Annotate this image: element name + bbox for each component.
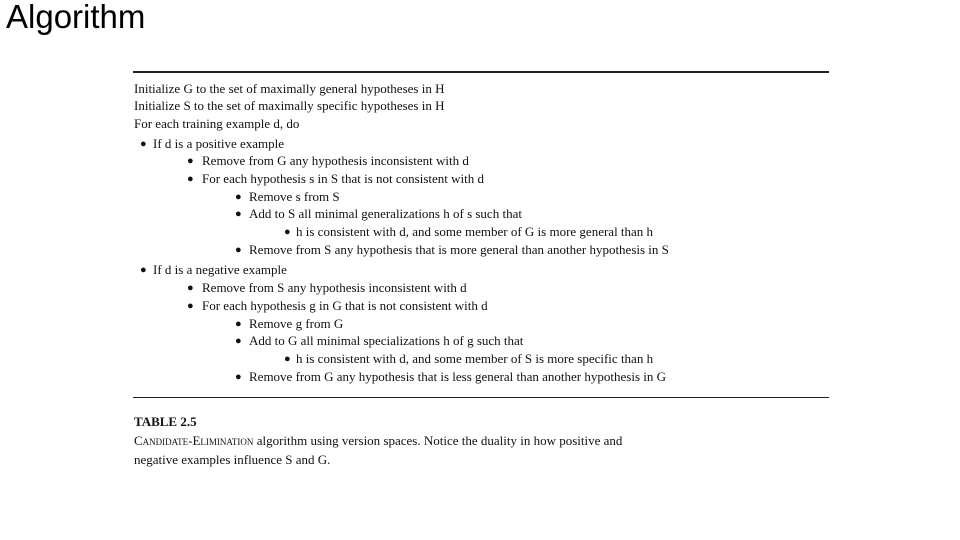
bottom-rule: [133, 397, 829, 398]
caption-text: algorithm using version spaces. Notice the duality in how positive and: [253, 433, 623, 448]
bullet-icon: ●: [235, 244, 242, 256]
bullet-icon: ●: [187, 173, 194, 185]
algorithm-line: For each hypothesis g in G that is not consistent with d: [202, 298, 488, 313]
algorithm-line: Remove from S any hypothesis inconsistent with d: [202, 280, 467, 295]
algorithm-line: Remove from S any hypothesis that is more general than another hypothesis in S: [249, 242, 669, 257]
algorithm-line: h is consistent with d, and some member of S is more specific than h: [296, 351, 654, 366]
top-rule: [133, 71, 829, 73]
algorithm-line: Remove s from S: [249, 189, 340, 204]
bullet-icon: ●: [140, 138, 147, 150]
algorithm-line: For each hypothesis s in S that is not consistent with d: [202, 171, 485, 186]
bullet-icon: ●: [284, 226, 291, 238]
caption-line-2: negative examples influence S and G.: [134, 452, 331, 467]
algorithm-line: h is consistent with d, and some member of G is more general than h: [296, 224, 654, 239]
algorithm-line: Add to G all minimal specializations h of g such that: [249, 333, 524, 348]
bullet-icon: ●: [235, 371, 242, 383]
algorithm-line: Initialize G to the set of maximally general hypotheses in H: [134, 81, 445, 96]
bullet-icon: ●: [140, 264, 147, 276]
bullet-icon: ●: [187, 300, 194, 312]
algorithm-line: Add to S all minimal generalizations h of s such that: [249, 206, 522, 221]
caption-line-1: [134, 433, 622, 449]
bullet-icon: ●: [235, 335, 242, 347]
bullet-icon: ●: [187, 282, 194, 294]
algorithm-line: Initialize S to the set of maximally specific hypotheses in H: [134, 98, 445, 113]
table-label: TABLE 2.5: [134, 414, 197, 429]
bullet-icon: ●: [187, 155, 194, 167]
algorithm-line: Remove from G any hypothesis inconsistent with d: [202, 153, 469, 168]
algorithm-name: Candidate-Elimination: [134, 433, 254, 448]
algorithm-line: If d is a negative example: [153, 262, 287, 277]
algorithm-line: Remove from G any hypothesis that is less general than another hypothesis in G: [249, 369, 667, 384]
algorithm-line: For each training example d, do: [134, 116, 300, 131]
algorithm-line: If d is a positive example: [153, 136, 285, 151]
bullet-icon: ●: [235, 191, 242, 203]
slide-title: Algorithm: [6, 0, 146, 35]
bullet-icon: ●: [284, 353, 291, 365]
algorithm-line: Remove g from G: [249, 316, 344, 331]
bullet-icon: ●: [235, 318, 242, 330]
bullet-icon: ●: [235, 208, 242, 220]
